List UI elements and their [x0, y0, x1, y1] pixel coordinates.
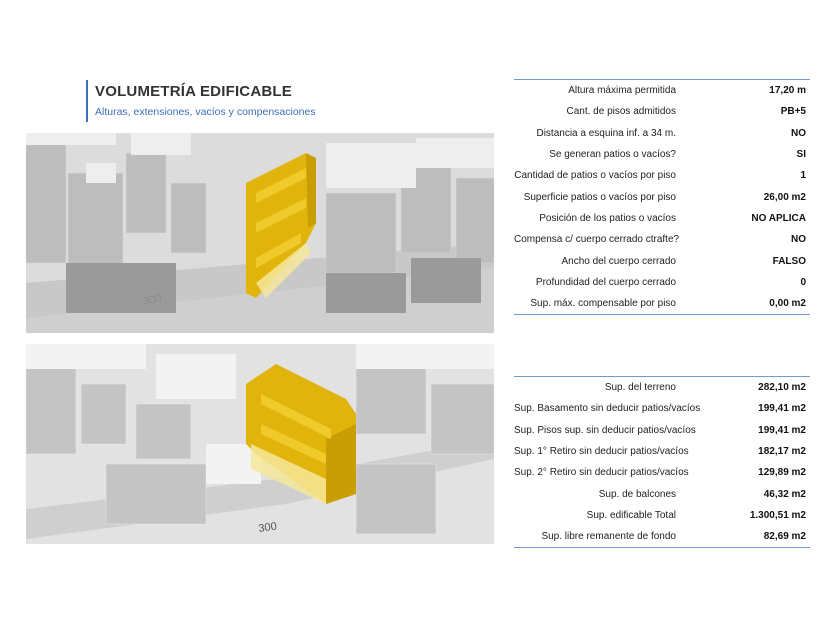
- table-row: [514, 80, 810, 101]
- row-label: Sup. Basamento sin deducir patios/vacíos: [514, 403, 701, 415]
- row-value: 199,41 m2: [758, 403, 806, 415]
- volumetry-render-top: [26, 133, 494, 333]
- table-row: [514, 398, 810, 419]
- row-label: Cant. de pisos admitidos: [566, 106, 676, 118]
- table-row: [514, 250, 810, 271]
- row-value: 26,00 m2: [763, 191, 806, 203]
- row-value: 1: [800, 170, 806, 182]
- row-value: 17,20 m: [769, 85, 806, 97]
- volumetry-parameters-table: [514, 79, 810, 315]
- table-row: [514, 144, 810, 165]
- city-model-top: [26, 133, 494, 333]
- row-value: 182,17 m2: [758, 446, 806, 458]
- row-value: NO APLICA: [751, 212, 806, 224]
- row-label: Altura máxima permitida: [568, 85, 676, 97]
- row-label: Posición de los patios o vacíos: [539, 212, 676, 224]
- row-value: 1.300,51 m2: [749, 509, 806, 521]
- table-row: [514, 293, 810, 314]
- row-value: 129,89 m2: [758, 467, 806, 479]
- row-label: Sup. Pisos sup. sin deducir patios/vacíos: [514, 424, 696, 436]
- row-label: Sup. 1° Retiro sin deducir patios/vacíos: [514, 446, 689, 458]
- table-row: [514, 272, 810, 293]
- row-value: FALSO: [772, 255, 806, 267]
- street-number-top: 300: [142, 292, 163, 308]
- row-label: Sup. máx. compensable por piso: [530, 298, 676, 310]
- row-label: Compensa c/ cuerpo cerrado ctrafte?: [514, 234, 680, 246]
- row-value: NO: [791, 127, 806, 139]
- row-value: NO: [791, 234, 806, 246]
- page-title: VOLUMETRÍA EDIFICABLE: [95, 83, 292, 100]
- table-row: [514, 208, 810, 229]
- surface-summary-table: [514, 376, 810, 548]
- table-row: [514, 483, 810, 504]
- row-label: Cantidad de patios o vacíos por piso: [514, 170, 676, 182]
- street-number-bottom: 300: [257, 520, 278, 535]
- row-value: SI: [796, 149, 806, 161]
- row-value: PB+5: [780, 106, 806, 118]
- row-label: Profundidad del cuerpo cerrado: [535, 276, 676, 288]
- row-value: 0,00 m2: [769, 298, 806, 310]
- row-value: 0: [800, 276, 806, 288]
- table-row: [514, 123, 810, 144]
- row-label: Sup. del terreno: [604, 382, 676, 394]
- row-label: Sup. 2° Retiro sin deducir patios/vacíos: [514, 467, 689, 479]
- section-header: [86, 80, 316, 122]
- city-model-bottom: [26, 344, 494, 544]
- table-row: [514, 505, 810, 526]
- table-row: [514, 229, 810, 250]
- row-label: Sup. libre remanente de fondo: [541, 531, 676, 543]
- row-label: Ancho del cuerpo cerrado: [561, 255, 676, 267]
- row-value: 82,69 m2: [763, 531, 806, 543]
- row-label: Superficie patios o vacíos por piso: [523, 191, 676, 203]
- row-label: Se generan patios o vacíos?: [549, 149, 676, 161]
- table-row: [514, 441, 810, 462]
- row-label: Sup. de balcones: [598, 488, 676, 500]
- volumetry-render-bottom: [26, 344, 494, 544]
- row-value: 282,10 m2: [758, 382, 806, 394]
- table-row: [514, 377, 810, 398]
- row-value: 199,41 m2: [758, 424, 806, 436]
- row-value: 46,32 m2: [763, 488, 806, 500]
- table-row: [514, 420, 810, 441]
- row-label: Distancia a esquina inf. a 34 m.: [536, 127, 676, 139]
- table-row: [514, 526, 810, 547]
- table-row: [514, 462, 810, 483]
- table-row: [514, 165, 810, 186]
- row-label: Sup. edificable Total: [586, 509, 676, 521]
- page-subtitle: Alturas, extensiones, vacíos y compensaciones: [95, 106, 316, 118]
- table-row: [514, 186, 810, 207]
- table-row: [514, 101, 810, 122]
